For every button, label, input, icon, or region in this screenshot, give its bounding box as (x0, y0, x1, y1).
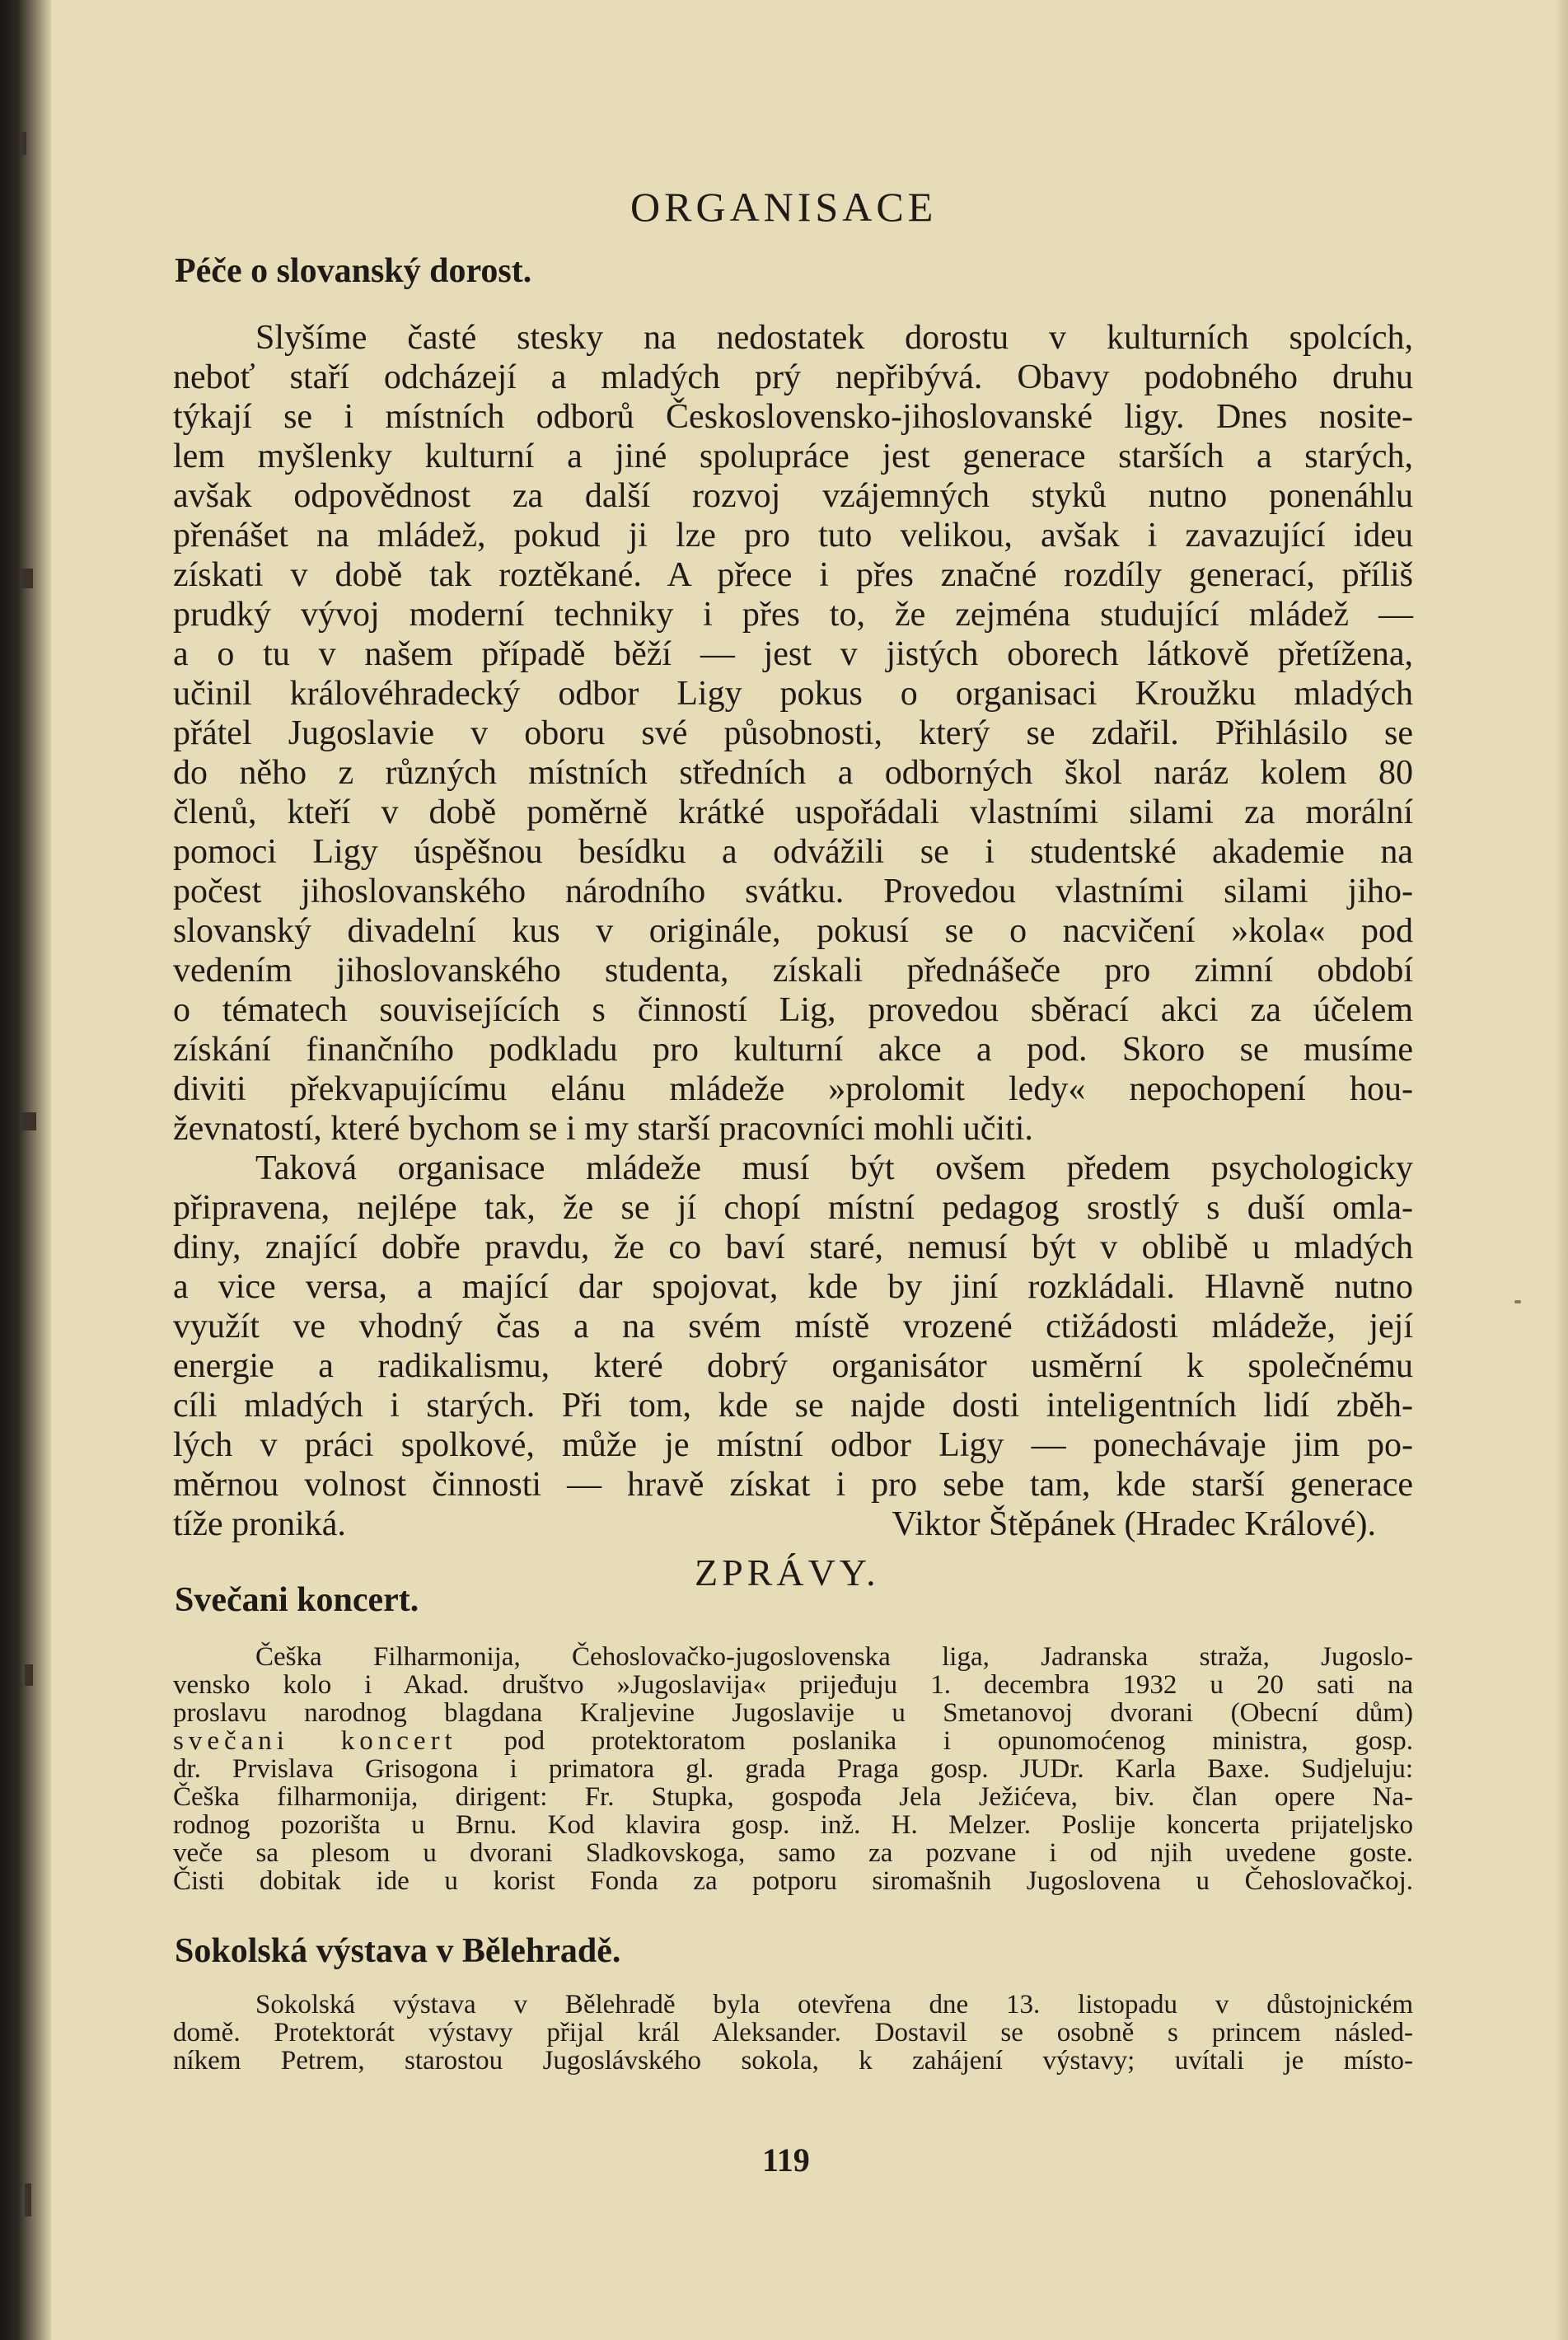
text-line: a vice versa, a mající dar spojovat, kde by jiní rozkládali. Hlavně nutno (173, 1268, 1413, 1306)
text-line: Sokolská výstava v Bělehradě byla otevřena dne 13. listopadu v důstojnickém (255, 1990, 1413, 2019)
book-gutter (0, 0, 51, 2340)
text-line: rodnog pozorišta u Brnu. Kod klavira gosp. inž. H. Melzer. Poslije koncerta prijateljsko (173, 1810, 1413, 1840)
text-line: učinil královéhradecký odbor Ligy pokus o organisaci Kroužku mladých (173, 675, 1413, 713)
text-line: vedením jihoslovanského studenta, získali přednášeče pro zimní období (173, 952, 1413, 990)
news-section-title: ZPRÁVY. (695, 1551, 880, 1594)
text-line: lem myšlenky kulturní a jiné spolupráce jest generace starších a starých, (173, 438, 1413, 475)
news1-line-4 (173, 1727, 1413, 1755)
text-line: připravena, nejlépe tak, že se jí chopí místní pedagog srostlý s duší omla- (173, 1189, 1413, 1227)
text-line: domě. Protektorát výstavy přijal král Aleksander. Dostavil se osobně s princem násled- (173, 2018, 1413, 2048)
text-line: Čisti dobitak ide u korist Fonda za potporu siromašnih Jugoslovena u Čehoslovačkoj. (173, 1866, 1413, 1896)
text-line: Češka Filharmonija, Čehoslovačko-jugoslovenska liga, Jadranska straža, Jugoslo- (255, 1642, 1413, 1672)
article-body (173, 318, 1413, 1544)
gutter-mark (21, 569, 33, 588)
page-title: ORGANISACE (630, 184, 938, 230)
paper-fleck (1514, 1300, 1521, 1303)
text-line: pomoci Ligy úspěšnou besídku a odvážili se i studentské akademie na (173, 833, 1413, 871)
news1-lines-b (173, 1755, 1413, 1895)
news1-lines-a (173, 1643, 1413, 1727)
news1-line-4-rest: pod protektoratom poslanika i opunomoćenog ministra, gosp. (503, 1726, 1414, 1756)
text-line: o tématech souvisejících s činností Lig, provedou sběrací akci za účelem (173, 991, 1413, 1029)
text-line: získati v době tak roztěkané. A přece i přes značné rozdíly generací, příliš (173, 556, 1413, 594)
text-line: dr. Prvislava Grisogona i primatora gl. grada Praga gosp. JUDr. Karla Baxe. Sudjeluju: (173, 1754, 1413, 1784)
news1-body (173, 1643, 1413, 1895)
gutter-mark (25, 1664, 33, 1686)
text-line: získání finančního podkladu pro kulturní akce a pod. Skoro se musíme (173, 1031, 1413, 1069)
text-line: ževnatostí, které bychom se i my starší pracovníci mohli učiti. (173, 1110, 1033, 1148)
page-edge (1556, 0, 1568, 2340)
text-line: využít ve vhodný čas a na svém místě vrozené ctižádosti mládeže, její (173, 1308, 1413, 1346)
text-line: Slyšíme časté stesky na nedostatek dorostu v kulturních spolcích, (255, 319, 1413, 357)
text-line: členů, kteří v době poměrně krátké uspořádali vlastními silami za morální (173, 793, 1413, 831)
page-number: 119 (762, 2141, 810, 2179)
news2-lines (173, 1991, 1413, 2075)
signature-row (173, 1505, 1413, 1544)
gutter-mark (21, 132, 26, 155)
text-line: energie a radikalismu, které dobrý organisátor usměrní k společnému (173, 1347, 1413, 1385)
text-line: týkají se i místních odborů Československo-jihoslovanské ligy. Dnes nosite- (173, 398, 1413, 436)
text-line: přátel Jugoslavie v oboru své působnosti, který se zdařil. Přihlásilo se (173, 714, 1413, 752)
gutter-mark (21, 1112, 36, 1130)
text-line: slovanský divadelní kus v originále, pokusí se o nacvičení »kola« pod (173, 912, 1413, 950)
signature: Viktor Štěpánek (Hradec Králové). (892, 1505, 1376, 1543)
spaced-text: svečani koncert (173, 1726, 457, 1756)
paragraph-1 (173, 318, 1413, 1149)
text-line: cíli mladých i starých. Při tom, kde se najde dosti inteligentních lidí zběh- (173, 1387, 1413, 1425)
text-line: lých v práci spolkové, může je místní odbor Ligy — ponechávaje jim po- (173, 1426, 1413, 1464)
text-line: neboť staří odcházejí a mladých prý nepřibývá. Obavy podobného druhu (173, 358, 1413, 396)
news2-heading: Sokolská výstava v Bělehradě. (175, 1932, 621, 1970)
news2-body (173, 1991, 1413, 2075)
text-line: diviti překvapujícímu elánu mládeže »prolomit ledy« nepochopení hou- (173, 1070, 1413, 1108)
text-line: níkem Petrem, starostou Jugoslávského sokola, k zahájení výstavy; uvítali je místo- (173, 2046, 1413, 2076)
article-heading: Péče o slovanský dorost. (175, 252, 532, 290)
text-line: a o tu v našem případě běží — jest v jistých oborech látkově přetížena, (173, 635, 1413, 673)
text-line: měrnou volnost činnosti — hravě získat i pro sebe tam, kde starší generace (173, 1466, 1413, 1504)
text-line: proslavu narodnog blagdana Kraljevine Jugoslavije u Smetanovoj dvorani (Obecní dům) (173, 1698, 1413, 1728)
text-line: přenášet na mládež, pokud ji lze pro tuto velikou, avšak i zavazující ideu (173, 517, 1413, 555)
gutter-mark (25, 2183, 31, 2216)
paragraph-2 (173, 1149, 1413, 1505)
last-line: tíže proniká. (173, 1505, 346, 1543)
text-line: Češka filharmonija, dirigent: Fr. Stupka, gospođa Jela Ježićeva, biv. član opere Na- (173, 1782, 1413, 1812)
text-line: Taková organisace mládeže musí být ovšem předem psychologicky (255, 1149, 1413, 1187)
text-line: diny, znající dobře pravdu, že co baví staré, nemusí být v oblibě u mladých (173, 1228, 1413, 1266)
text-line: veče sa plesom u dvorani Sladkovskoga, samo za pozvane i od njih uvedene goste. (173, 1838, 1413, 1868)
text-line: vensko kolo i Akad. društvo »Jugoslavija« prijeđuju 1. decembra 1932 u 20 sati na (173, 1670, 1413, 1700)
news1-heading: Svečani koncert. (175, 1581, 419, 1619)
text-line: počest jihoslovanského národního svátku. Provedou vlastními silami jiho- (173, 873, 1413, 910)
text-line: avšak odpovědnost za další rozvoj vzájemných styků nutno ponenáhlu (173, 477, 1413, 515)
text-line: prudký vývoj moderní techniky i přes to, že zejména studující mládež — (173, 596, 1413, 634)
text-line: do něho z různých místních středních a odborných škol naráz kolem 80 (173, 754, 1413, 792)
